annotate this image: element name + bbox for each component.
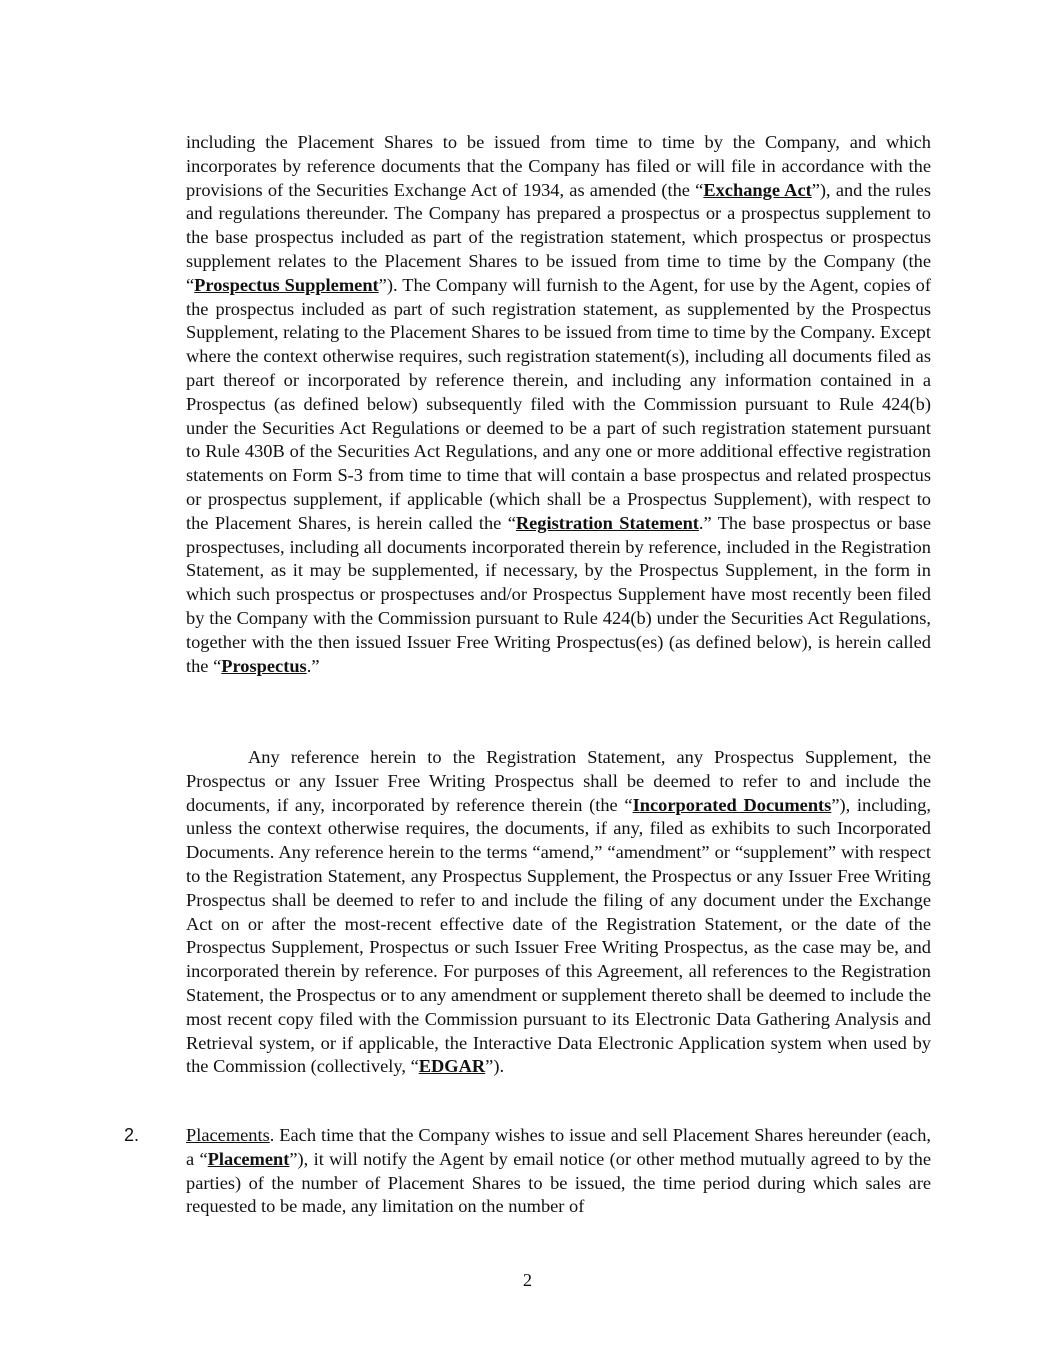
defined-term-prospectus-supplement: Prospectus Supplement (194, 274, 379, 295)
paragraph-incorporated-documents: Any reference herein to the Registration Statement, any Prospectus Supplement, the Prospectus or any Issuer Free Writing Prospectus shall be deemed to refer to and include the documents, if any, incorporated by reference therein (the “Incorporated Documents”), including, unless the context otherwise requires, the documents, if any, filed as exhibits to such Incorporated Documents. Any reference herein to the terms “amend,” “amendment” or “supplement” with respect to the Registration Statement, any Prospectus Supplement, the Prospectus or any Issuer Free Writing Prospectus shall be deemed to refer to and include the filing of any document under the Exchange Act on or after the most-recent effective date of the Registration Statement, or the date of the Prospectus Supplement, Prospectus or such Issuer Free Writing Prospectus, as the case may be, and incorporated therein by reference. For purposes of this Agreement, all references to the Registration Statement, the Prospectus or to any amendment or supplement thereto shall be deemed to include the most recent copy filed with the Commission pursuant to its Electronic Data Gathering Analysis and Retrieval system, or if applicable, the Interactive Data Electronic Application system when used by the Commission (collectively, “EDGAR”). (186, 747, 931, 1077)
defined-term-registration-statement: Registration Statement (515, 512, 699, 533)
section-heading: Placements (186, 1125, 270, 1145)
defined-term-exchange-act: Exchange Act (703, 179, 812, 200)
defined-term-incorporated-documents: Incorporated Documents (632, 794, 832, 815)
section-number: 2. (124, 1125, 140, 1145)
section-placements: Placements. Each time that the Company wishes to issue and sell Placement Shares hereunder (each, a “Placement”), it will notify the Agent by email notice (or other method mutually agreed to by the parties) of the number of Placement Shares to be issued, the time period during which sales are requested to be made, any limitation on the number of (186, 1125, 931, 1217)
paragraph-registration-statement: including the Placement Shares to be issued from time to time by the Company, and which incorporates by reference documents that the Company has filed or will file in accordance with the provisions of the Securities Exchange Act of 1934, as amended (the “Exchange Act”), and the rules and regulations thereunder. The Company has prepared a prospectus or a prospectus supplement to the base prospectus included as part of the registration statement, which prospectus or prospectus supplement relates to the Placement Shares to be issued from time to time by the Company (the “Prospectus Supplement”). The Company will furnish to the Agent, for use by the Agent, copies of the prospectus included as part of such registration statement, as supplemented by the Prospectus Supplement, relating to the Placement Shares to be issued from time to time by the Company. Except where the context otherwise requires, such registration statement(s), including all documents filed as part thereof or incorporated by reference therein, and including any information contained in a Prospectus (as defined below) subsequently filed with the Commission pursuant to Rule 424(b) under the Securities Act Regulations or deemed to be a part of such registration statement pursuant to Rule 430B of the Securities Act Regulations, and any one or more additional effective registration statements on Form S-3 from time to time that will contain a base prospectus and related prospectus or prospectus supplement, if applicable (which shall be a Prospectus Supplement), with respect to the Placement Shares, is herein called the “Registration Statement.” The base prospectus or base prospectuses, including all documents incorporated therein by reference, included in the Registration Statement, as it may be supplemented, if necessary, by the Prospectus Supplement, in the form in which such prospectus or prospectuses and/or Prospectus Supplement have most recently been filed by the Company with the Commission pursuant to Rule 424(b) under the Securities Act Regulations, together with the then issued Issuer Free Writing Prospectus(es) (as defined below), is herein called the “Prospectus.” (186, 132, 931, 676)
page-number: 2 (522, 1270, 533, 1290)
defined-term-placement: Placement (207, 1148, 290, 1169)
defined-term-edgar: EDGAR (418, 1056, 486, 1077)
defined-term-prospectus: Prospectus (221, 655, 307, 676)
